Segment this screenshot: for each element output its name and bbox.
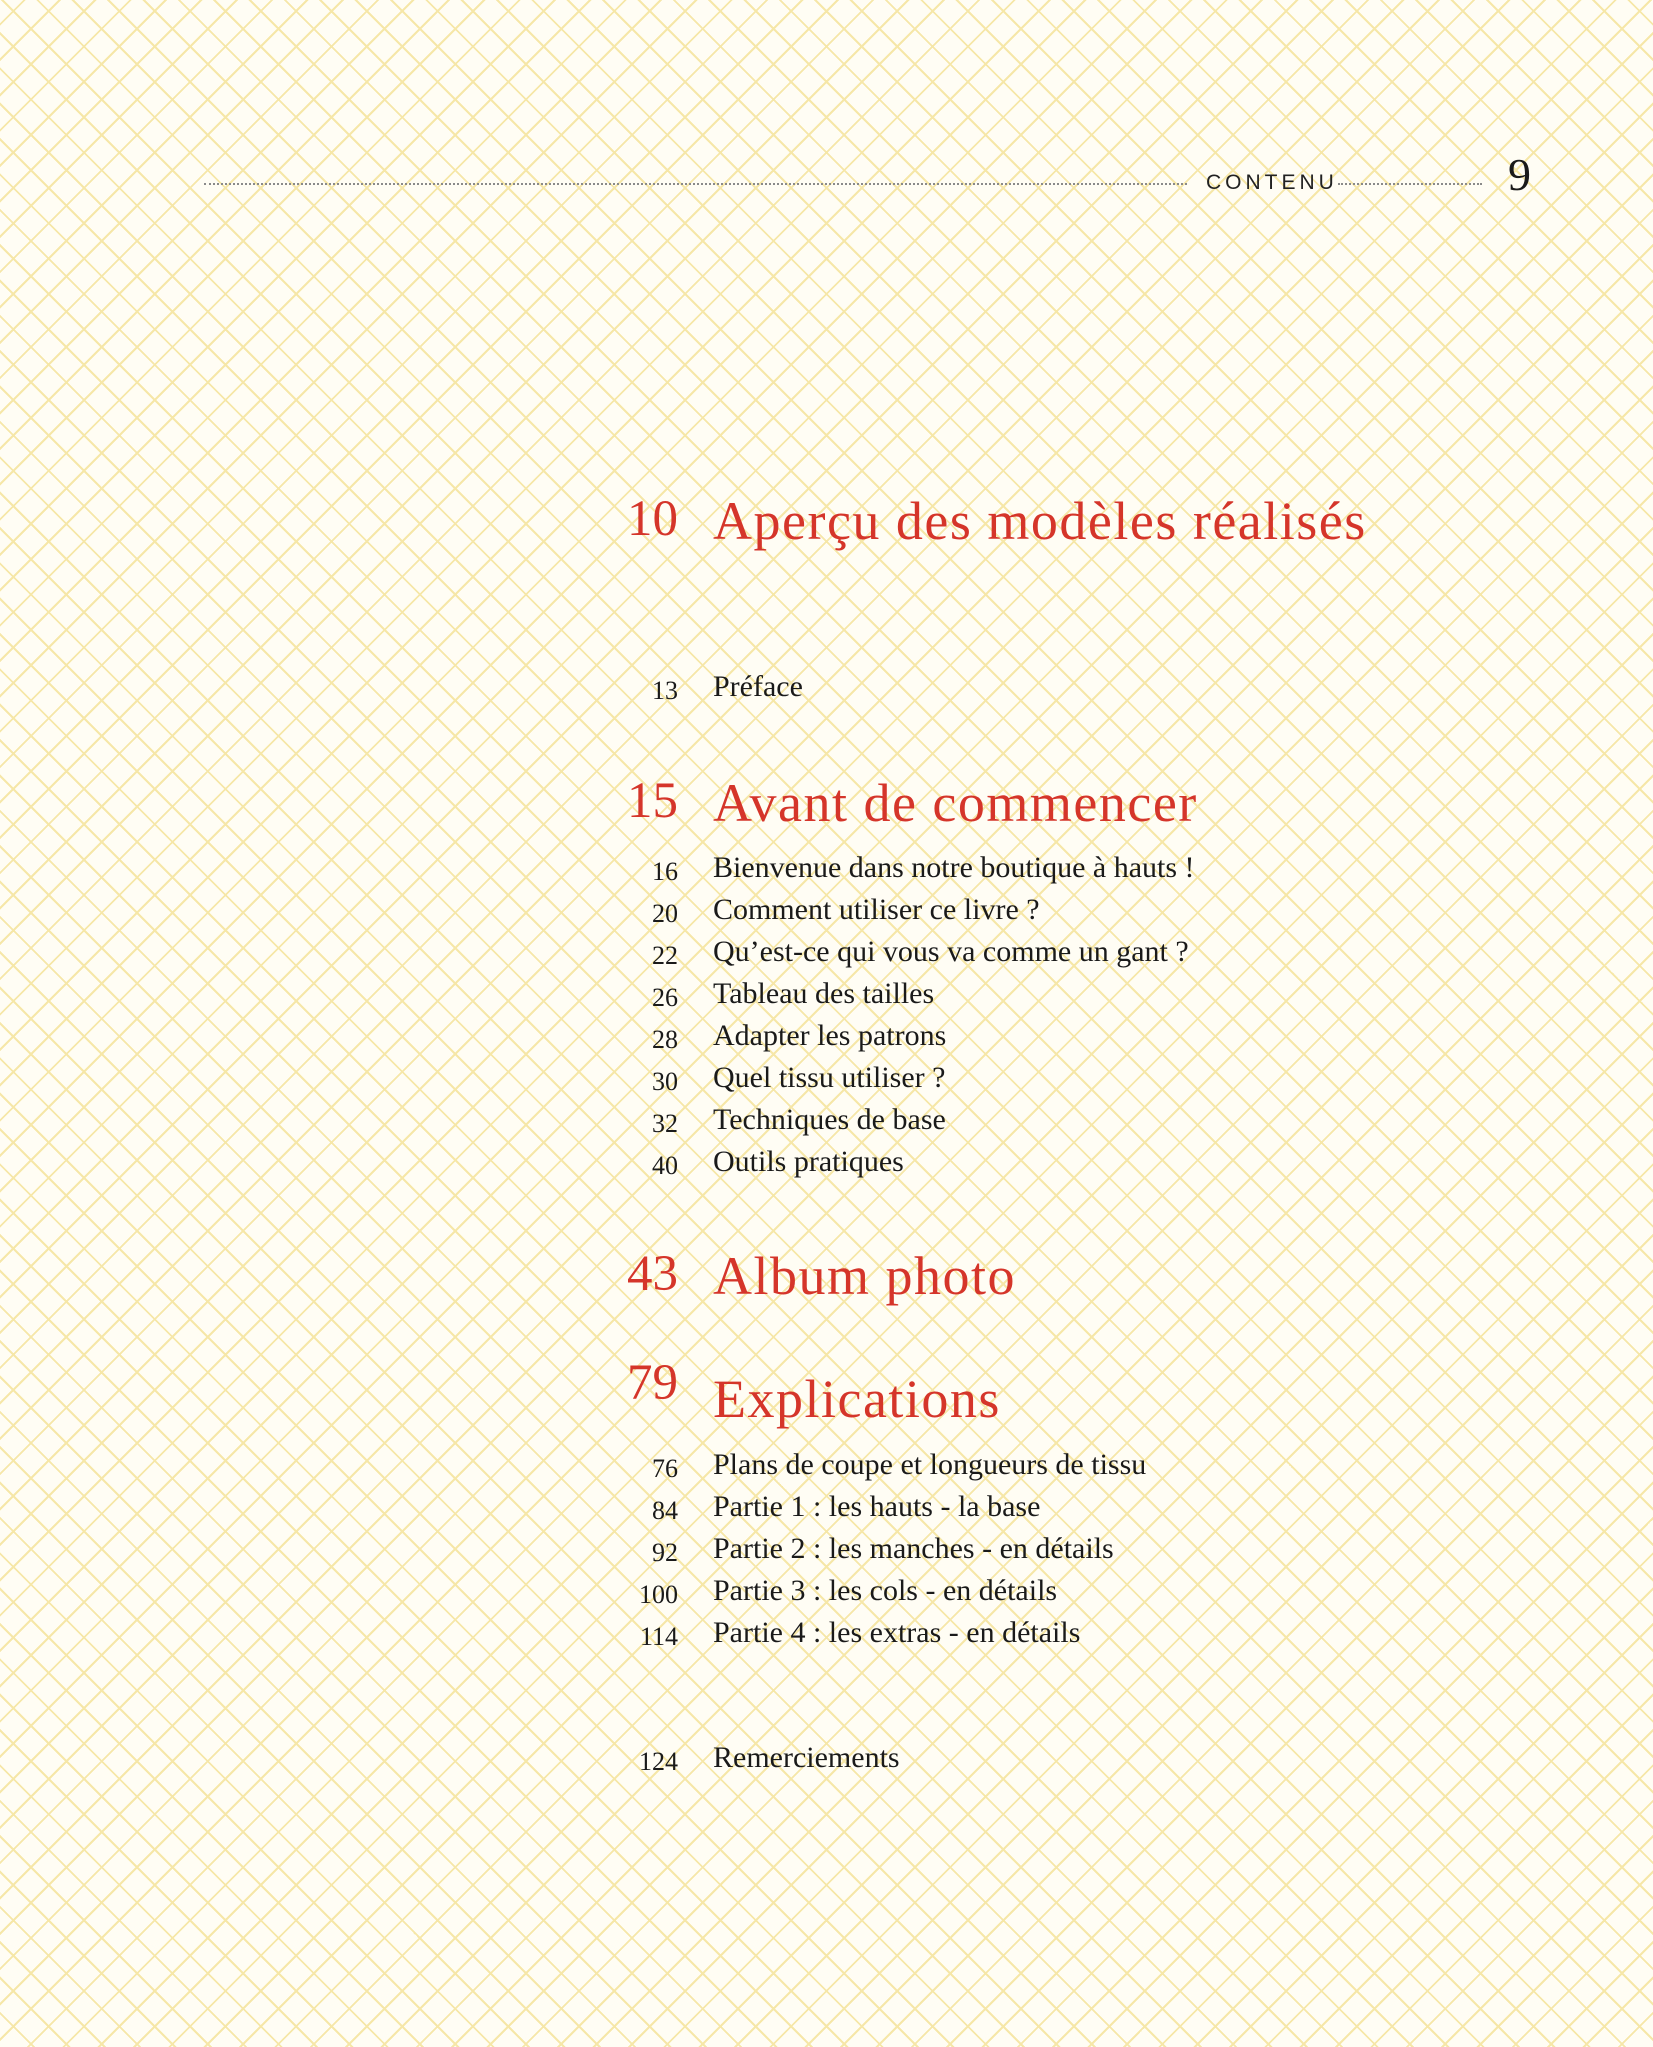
toc-page-number: 32 bbox=[652, 1109, 678, 1138]
toc-title: Partie 4 : les extras - en détails bbox=[713, 1616, 1081, 1649]
toc-page-number: 100 bbox=[639, 1580, 678, 1609]
toc-title: Explications bbox=[713, 1369, 1001, 1429]
toc-title: Tableau des tailles bbox=[713, 977, 935, 1010]
toc-title: Techniques de base bbox=[713, 1103, 946, 1136]
toc-page-number: 43 bbox=[627, 1246, 678, 1302]
toc-page-number: 16 bbox=[652, 857, 678, 886]
toc-title: Bienvenue dans notre boutique à hauts ! bbox=[713, 851, 1195, 884]
toc-page-number: 76 bbox=[652, 1454, 678, 1483]
header-rule-right bbox=[1338, 183, 1482, 185]
toc-page-number: 114 bbox=[639, 1622, 678, 1651]
toc-page-number: 20 bbox=[652, 899, 678, 928]
toc-title: Partie 2 : les manches - en détails bbox=[713, 1532, 1114, 1565]
toc-page-number: 26 bbox=[652, 983, 678, 1012]
toc-title: Partie 3 : les cols - en détails bbox=[713, 1574, 1058, 1607]
toc-page-number: 15 bbox=[627, 773, 678, 829]
toc-title: Outils pratiques bbox=[713, 1145, 904, 1178]
toc-title: Plans de coupe et longueurs de tissu bbox=[713, 1448, 1147, 1481]
toc-title: Remerciements bbox=[713, 1741, 900, 1774]
toc-page-number: 30 bbox=[652, 1067, 678, 1096]
header-rule-left bbox=[204, 183, 1187, 185]
toc-page-number: 28 bbox=[652, 1025, 678, 1054]
toc-title: Quel tissu utiliser ? bbox=[713, 1061, 946, 1094]
toc-title: Qu’est-ce qui vous va comme un gant ? bbox=[713, 935, 1189, 968]
toc-title: Adapter les patrons bbox=[713, 1019, 947, 1052]
toc-page-number: 92 bbox=[652, 1538, 678, 1567]
toc-page-number: 40 bbox=[652, 1151, 678, 1180]
toc-title: Aperçu des modèles réalisés bbox=[713, 491, 1367, 551]
toc-title: Préface bbox=[713, 670, 803, 703]
toc-title: Comment utiliser ce livre ? bbox=[713, 893, 1040, 926]
toc-page-number: 22 bbox=[652, 941, 678, 970]
toc-title: Partie 1 : les hauts - la base bbox=[713, 1490, 1041, 1523]
toc-page-number: 10 bbox=[627, 491, 678, 547]
toc-page-number: 84 bbox=[652, 1496, 678, 1525]
toc-title: Album photo bbox=[713, 1246, 1017, 1306]
toc-page-number: 13 bbox=[652, 676, 678, 705]
toc-page-number: 79 bbox=[627, 1355, 678, 1411]
toc-page-number: 124 bbox=[639, 1747, 678, 1776]
section-label: CONTENU bbox=[1206, 171, 1338, 194]
page-number: 9 bbox=[1508, 149, 1531, 200]
toc-title: Avant de commencer bbox=[713, 773, 1198, 833]
